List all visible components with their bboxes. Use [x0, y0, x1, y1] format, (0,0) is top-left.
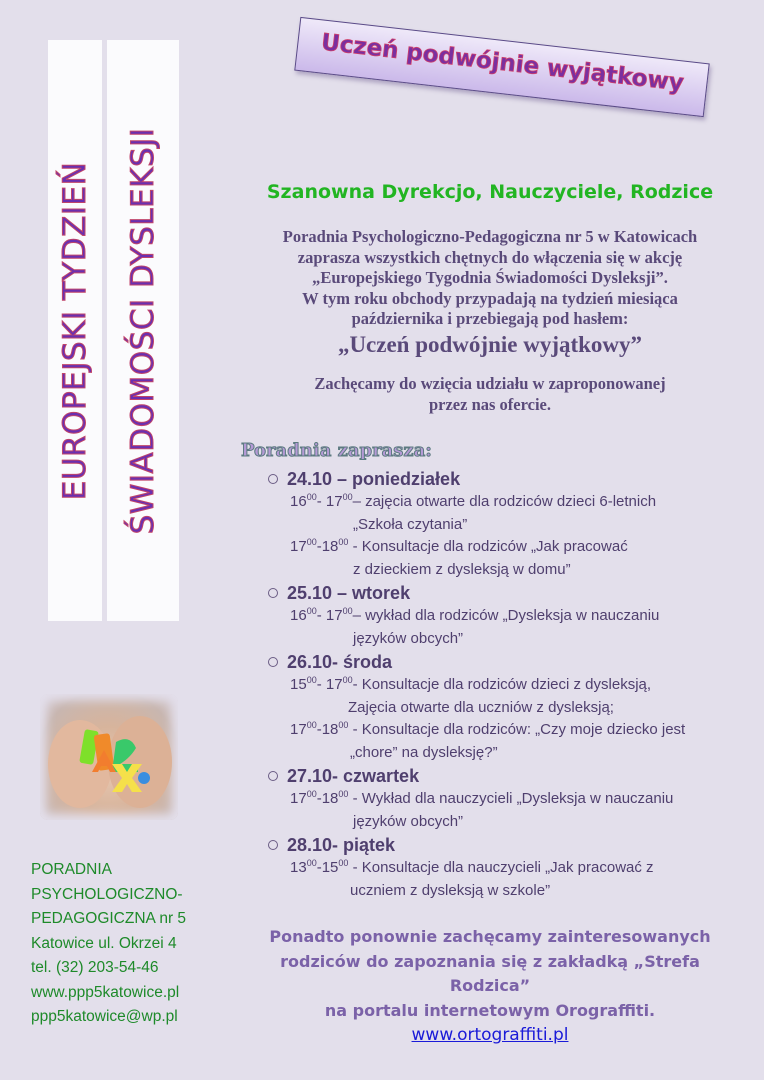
- event-description-continued: z dzieckiem z dysleksją w domu”: [353, 560, 571, 578]
- start-hour: 13: [290, 859, 307, 876]
- closing-line: Ponadto ponownie zachęcamy zainteresowanych: [269, 927, 711, 946]
- event-description-continued: języków obcych”: [353, 629, 464, 647]
- intro-line: października i przebiegają pod hasłem:: [351, 309, 629, 328]
- greeting: Szanowna Dyrekcjo, Nauczyciele, Rodzice: [266, 181, 714, 203]
- intro-line: Poradnia Psychologiczno-Pedagogiczna nr 5 w Katowicach: [282, 227, 698, 246]
- event-time: [268, 491, 353, 514]
- banner-text: Uczeń podwójnie wyjątkowy: [319, 29, 686, 97]
- time-separator: -: [316, 721, 322, 738]
- event-description-continued: uczniem z dysleksją w szkole”: [350, 881, 551, 899]
- end-minutes: 00: [338, 537, 349, 547]
- start-minutes: 00: [306, 492, 317, 502]
- intro-line: „Europejskiego Tygodnia Świadomości Dysleksji”.: [312, 268, 668, 287]
- end-hour: 18: [321, 721, 339, 738]
- start-minutes: 00: [306, 858, 317, 868]
- circle-bullet-icon: [268, 657, 278, 667]
- start-hour: 16: [290, 607, 307, 624]
- event-description: - Konsultacje dla nauczycieli „Jak pracować z: [348, 859, 654, 876]
- start-hour: 15: [290, 676, 307, 693]
- side-title-line-1: EUROPEJSKI TYDZIEŃ: [57, 161, 93, 500]
- side-title-line-2: ŚWIADOMOŚCI DYSLEKSJI: [125, 127, 161, 534]
- schedule-day: [268, 581, 738, 605]
- schedule-event: [268, 536, 738, 581]
- event-description: – wykład dla rodziców „Dysleksja w nauczaniu: [352, 607, 660, 624]
- intro-line: zaprasza wszystkich chętnych do włączenia się w akcję: [297, 247, 683, 267]
- end-hour: 18: [321, 790, 339, 807]
- schedule-day: [268, 764, 738, 788]
- start-hour: 17: [290, 538, 307, 555]
- intro-slogan: „Uczeń podwójnie wyjątkowy”: [337, 331, 643, 357]
- schedule-day-label: 24.10 – poniedziałek: [287, 469, 461, 489]
- start-minutes: 00: [306, 606, 317, 616]
- contact-line: PSYCHOLOGICZNO-: [31, 885, 183, 903]
- contact-website[interactable]: www.ppp5katowice.pl: [31, 983, 180, 1001]
- contact-address: Katowice ul. Okrzei 4: [31, 934, 177, 952]
- schedule-list: [268, 467, 738, 902]
- encourage-line: Zachęcamy do wzięcia udziału w zaproponowanej: [314, 374, 666, 393]
- event-time: [268, 788, 348, 811]
- hands-letters-photo: [40, 694, 178, 820]
- end-minutes: 00: [342, 492, 353, 502]
- contact-line: PORADNIA: [31, 861, 112, 878]
- schedule-day-label: 27.10- czwartek: [287, 766, 420, 786]
- event-description: - Konsultacje dla rodziców „Jak pracować: [348, 538, 628, 555]
- start-minutes: 00: [306, 720, 317, 730]
- schedule-day: [268, 467, 738, 491]
- event-time: [268, 605, 353, 628]
- event-description: - Wykład dla nauczycieli „Dysleksja w nauczaniu: [348, 790, 674, 807]
- end-minutes: 00: [338, 858, 349, 868]
- event-description-continued: Zajęcia otwarte dla uczniów z dysleksją;: [348, 698, 614, 716]
- contact-phone: tel. (32) 203-54-46: [31, 959, 159, 976]
- contact-email[interactable]: ppp5katowice@wp.pl: [31, 1008, 178, 1025]
- event-time: [268, 674, 353, 697]
- event-time: [268, 719, 348, 742]
- encourage-paragraph: [240, 374, 740, 415]
- event-description: - Konsultacje dla rodziców: „Czy moje dziecko jest: [348, 721, 686, 738]
- end-hour: 17: [325, 493, 343, 510]
- start-minutes: 00: [306, 537, 317, 547]
- schedule-day-label: 26.10- środa: [287, 652, 393, 672]
- event-description-continued: języków obcych”: [353, 812, 464, 830]
- end-minutes: 00: [342, 606, 353, 616]
- end-hour: 17: [325, 676, 343, 693]
- schedule-day-label: 25.10 – wtorek: [287, 583, 411, 603]
- invite-heading: Poradnia zaprasza:: [241, 440, 432, 461]
- end-minutes: 00: [342, 675, 353, 685]
- letters-illustration: [40, 694, 178, 820]
- time-separator: -: [316, 538, 322, 555]
- schedule-day-label: 28.10- piątek: [287, 835, 396, 855]
- closing-paragraph: [240, 925, 740, 1048]
- schedule-event: [268, 857, 738, 902]
- event-description: - Konsultacje dla rodziców dzieci z dysleksją,: [352, 676, 652, 693]
- intro-line: W tym roku obchody przypadają na tydzień miesiąca: [302, 288, 678, 308]
- schedule-event: [268, 605, 738, 650]
- side-title-strip-2: [107, 40, 179, 621]
- circle-bullet-icon: [268, 840, 278, 850]
- event-description-continued: „Szkoła czytania”: [353, 515, 468, 533]
- ortograffiti-link[interactable]: www.ortograffiti.pl: [411, 1025, 569, 1045]
- circle-bullet-icon: [268, 474, 278, 484]
- start-hour: 17: [290, 721, 307, 738]
- letter-blue: [138, 772, 150, 784]
- closing-line: rodziców do zapoznania się z zakładką „Strefa Rodzica”: [280, 951, 700, 995]
- start-minutes: 00: [306, 675, 317, 685]
- circle-bullet-icon: [268, 771, 278, 781]
- end-minutes: 00: [338, 789, 349, 799]
- time-separator: -: [316, 859, 322, 876]
- start-minutes: 00: [306, 789, 317, 799]
- time-separator: -: [316, 493, 326, 510]
- end-minutes: 00: [338, 720, 349, 730]
- schedule-day: [268, 650, 738, 674]
- contact-line: PEDAGOGICZNA nr 5: [31, 910, 187, 927]
- time-separator: -: [316, 676, 326, 693]
- end-hour: 15: [321, 859, 339, 876]
- schedule-event: [268, 719, 738, 764]
- closing-line: na portalu internetowym Orograffiti.: [324, 1000, 656, 1020]
- contact-block: [31, 858, 186, 1030]
- schedule-event: [268, 491, 738, 536]
- start-hour: 17: [290, 790, 307, 807]
- encourage-line: przez nas ofercie.: [428, 394, 552, 414]
- event-description: – zajęcia otwarte dla rodziców dzieci 6-letnich: [352, 493, 657, 510]
- start-hour: 16: [290, 493, 307, 510]
- time-separator: -: [316, 607, 326, 624]
- intro-paragraph: [240, 227, 740, 360]
- circle-bullet-icon: [268, 588, 278, 598]
- event-time: [268, 857, 348, 880]
- end-hour: 17: [325, 607, 343, 624]
- side-title-strip-1: [48, 40, 102, 621]
- schedule-event: [268, 674, 738, 719]
- time-separator: -: [316, 790, 322, 807]
- slogan-banner: [294, 17, 709, 117]
- event-description-continued: „chore” na dysleksję?”: [350, 743, 498, 761]
- end-hour: 18: [321, 538, 339, 555]
- schedule-day: [268, 833, 738, 857]
- event-time: [268, 536, 348, 559]
- schedule-event: [268, 788, 738, 833]
